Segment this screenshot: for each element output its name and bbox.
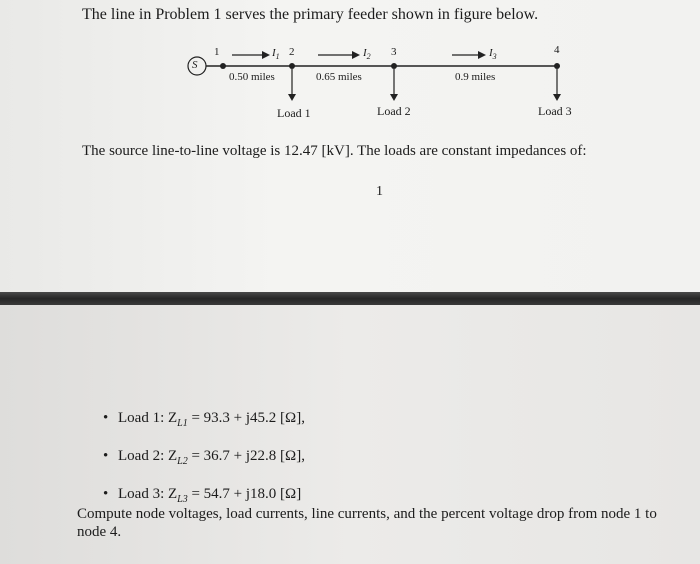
- load-impedance-list: [103, 402, 305, 516]
- distance-2-label: 0.65 miles: [316, 71, 362, 83]
- node-1-label: 1: [214, 46, 220, 58]
- current-3-arrowhead: [478, 51, 486, 59]
- load-3-arrowhead: [553, 94, 561, 101]
- bullet: •: [103, 410, 109, 426]
- source-voltage-text: The source line-to-line voltage is 12.47 [kV]. The loads are constant impedances of:: [82, 143, 587, 159]
- current-2-arrowhead: [352, 51, 360, 59]
- compute-instructions: Compute node voltages, load currents, line currents, and the percent voltage drop from node 1 to node 4.: [77, 506, 657, 540]
- current-2-label: $I_2$: [363, 47, 371, 62]
- load-2-arrowhead: [390, 94, 398, 101]
- list-item: • Load 1: $Z_{L1} = 93.3 + j45.2$ [Ω],: [103, 402, 305, 440]
- load-1-arrowhead: [288, 94, 296, 101]
- node-4-label: 4: [554, 44, 560, 56]
- load-3-label: Load 3: [538, 104, 572, 118]
- intro-text: The line in Problem 1 serves the primary feeder shown in figure below.: [82, 6, 539, 23]
- node-2-label: 2: [289, 46, 295, 58]
- page-divider-bar: [0, 292, 700, 305]
- current-1-label: $I_1$: [272, 47, 280, 62]
- distance-1-label: 0.50 miles: [229, 71, 275, 83]
- source-label: S: [192, 59, 198, 71]
- list-item: • Load 3: $Z_{L3} = 54.7 + j18.0$ [Ω]: [103, 478, 305, 516]
- node-1-dot: [220, 63, 226, 69]
- distance-3-label: 0.9 miles: [455, 71, 496, 83]
- node-4-dot: [554, 63, 560, 69]
- feeder-diagram: [0, 0, 700, 130]
- current-3-label: $I_3$: [489, 47, 497, 62]
- list-item: • Load 2: $Z_{L2} = 36.7 + j22.8$ [Ω],: [103, 440, 305, 478]
- page-number: 1: [376, 184, 383, 199]
- bullet: •: [103, 486, 109, 502]
- load-1-label: Load 1: [277, 106, 311, 120]
- node-2-dot: [289, 63, 295, 69]
- node-3-dot: [391, 63, 397, 69]
- load-2-label: Load 2: [377, 104, 411, 118]
- node-3-label: 3: [391, 46, 397, 58]
- bullet: •: [103, 448, 109, 464]
- current-1-arrowhead: [262, 51, 270, 59]
